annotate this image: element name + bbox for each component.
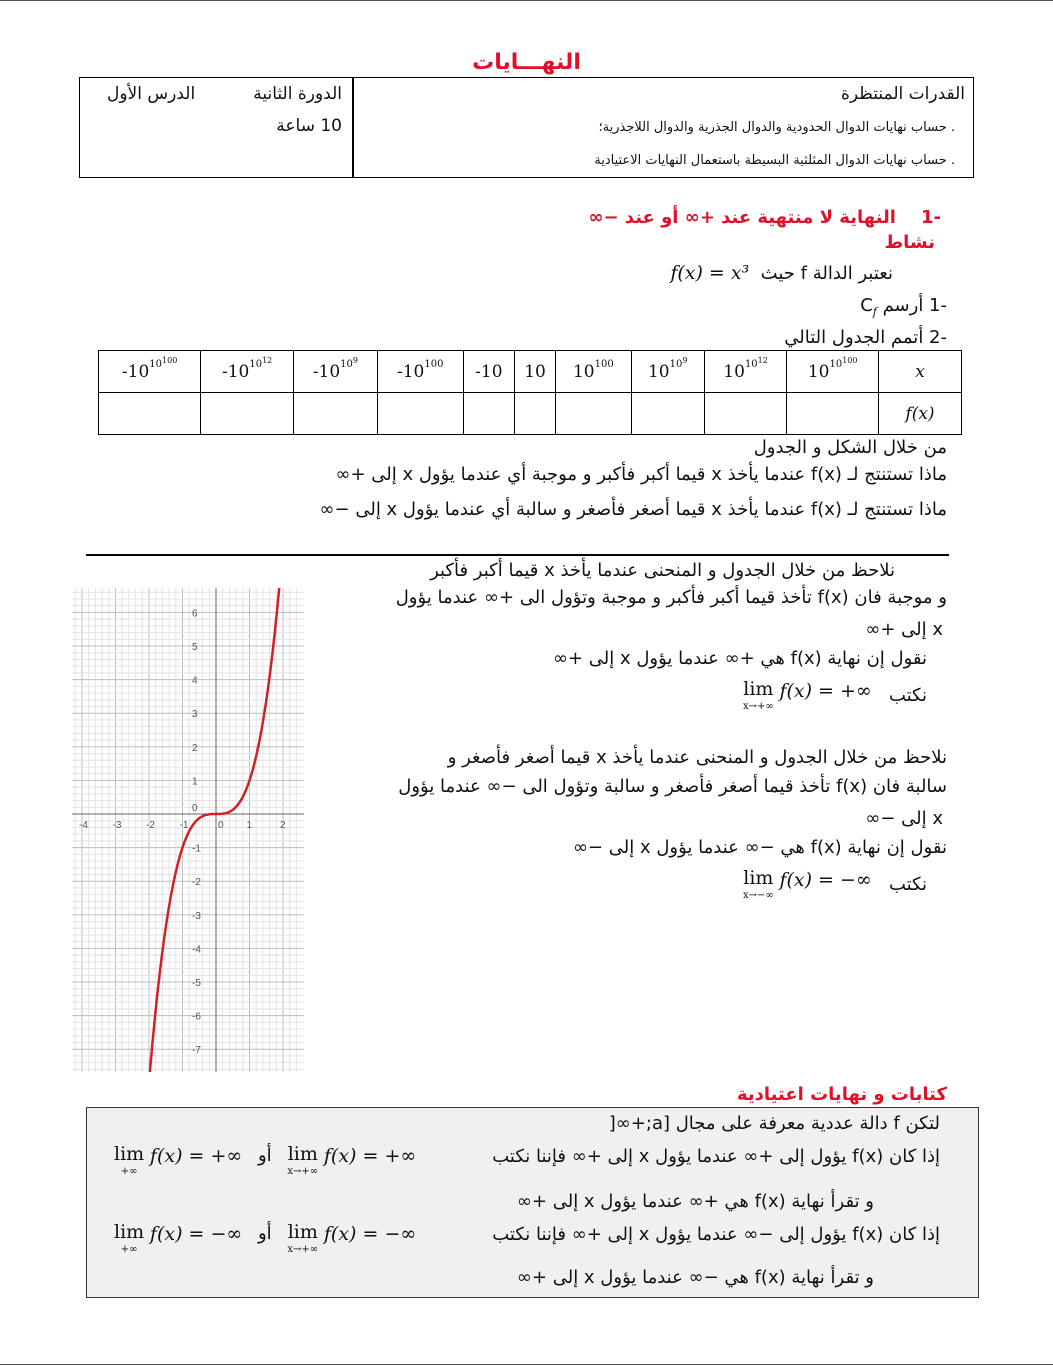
- y-tick-label: -7: [192, 1045, 201, 1057]
- x-tick-label: -4: [79, 820, 88, 831]
- def-line-4: إذا كان f(x) يؤول إلى −∞ عندما يؤول x إلى +∞ فإننا نكتب: [492, 1224, 940, 1245]
- obs-plus-write: نكتب: [888, 685, 927, 706]
- fx-value-cell: [787, 393, 879, 435]
- section1-number: -1: [920, 207, 941, 228]
- lim-expression: f(x) = −∞: [149, 1223, 243, 1245]
- x-value-cell: $-10^{10^{100}}$: [99, 351, 201, 393]
- obs-minus-write: نكتب: [888, 874, 927, 895]
- lim-expression: f(x) = +∞: [323, 1145, 417, 1167]
- top-border: [0, 0, 1053, 1]
- obs-minus-limit: [743, 869, 927, 901]
- y-tick-label: -2: [192, 877, 201, 889]
- lim-expression: f(x) = −∞: [323, 1223, 417, 1245]
- lim-word: lim: [114, 1143, 145, 1165]
- obs-minus-line-1: نلاحظ من خلال الجدول و المنحنى عندما يأخذ x قيما أصغر فأصغر و: [447, 747, 947, 768]
- question-plus-infinity: ماذا تستنتج لـ f(x) عندما يأخذ x قيما أكبر فأكبر و موجبة أي عندما يؤول x إلى +∞: [335, 464, 947, 485]
- function-expression: f(x) = x³: [670, 262, 750, 284]
- question-1-subscript: f: [872, 305, 877, 319]
- or-word: أو: [257, 1145, 272, 1166]
- definitions-box: [86, 1107, 979, 1298]
- lim-subscript: x→+∞: [287, 1244, 319, 1255]
- header-divider: [352, 78, 354, 177]
- x-value-cell: $10^{10^{12}}$: [704, 351, 786, 393]
- obs-plus-line-2: و موجبة فان f(x) تأخذ قيما أكبر فأكبر و موجبة وتؤول الى +∞ عندما يؤول: [395, 587, 947, 608]
- section1-title: النهاية لا منتهية عند +∞ أو عند −∞: [588, 207, 896, 228]
- lim-subscript: +∞: [120, 1166, 138, 1177]
- lim-expression: f(x) = −∞: [779, 869, 872, 891]
- skill-1: . حساب نهايات الدوال الحدودية والدوال الجذرية والدوال اللاجذرية؛: [598, 120, 955, 135]
- duration-label: 10 ساعة: [276, 116, 342, 136]
- x-value-cell: $-10^{100}$: [377, 351, 463, 393]
- fx-value-cell: [631, 393, 704, 435]
- x-value-cell: $10^{100}$: [556, 351, 632, 393]
- section1-heading: [588, 207, 941, 228]
- consider-text: نعتبر الدالة f حيث: [760, 263, 893, 284]
- y-tick-label: 2: [192, 742, 198, 754]
- obs-minus-line-3: x إلى −∞: [865, 808, 943, 829]
- obs-plus-line-1: نلاحظ من خلال الجدول و المنحنى عندما يأخذ x قيما أكبر فأكبر: [430, 560, 895, 581]
- lim-expression: f(x) = +∞: [779, 680, 872, 702]
- y-tick-label: 1: [192, 776, 198, 788]
- x-tick-label: -3: [112, 820, 122, 831]
- fx-value-cell: [556, 393, 632, 435]
- table-row-x: [99, 351, 962, 393]
- section-divider: [86, 554, 949, 556]
- obs-minus-line-2: سالبة فان f(x) تأخذ قيما أصغر فأصغر و سالبة وتؤول الى −∞ عندما يؤول: [398, 776, 947, 797]
- fx-value-cell: [99, 393, 201, 435]
- obs-plus-formula: [743, 680, 872, 712]
- y-tick-label: 6: [192, 608, 198, 620]
- cubic-graph: [72, 588, 304, 1072]
- def-line-1: لتكن f دالة عددية معرفة على مجال [a;+∞[: [608, 1113, 940, 1134]
- lim-word: lim: [287, 1221, 318, 1243]
- lim-word: lim: [743, 678, 774, 700]
- question-1-text: -1 أرسم C: [860, 295, 947, 316]
- fx-value-cell: [201, 393, 294, 435]
- obs-minus-formula: [743, 869, 872, 901]
- fx-value-cell: [704, 393, 786, 435]
- questions-intro: من خلال الشكل و الجدول: [753, 437, 947, 458]
- x-tick-label: 2: [280, 820, 286, 831]
- obs-plus-limit: [743, 680, 927, 712]
- fx-value-cell: [294, 393, 378, 435]
- fx-value-cell: [515, 393, 556, 435]
- section2-heading: كتابات و نهايات اعتيادية: [736, 1084, 947, 1105]
- def-line-2-formulas: [114, 1145, 416, 1177]
- y-tick-label: 5: [192, 642, 198, 653]
- fx-value-cell: [377, 393, 463, 435]
- def-line-2: إذا كان f(x) يؤول إلى +∞ عندما يؤول x إلى +∞ فإننا نكتب: [492, 1146, 940, 1167]
- lim-word: lim: [114, 1221, 145, 1243]
- lim-operator: [743, 680, 774, 712]
- x-value-cell: $10^{10^{100}}$: [787, 351, 879, 393]
- lim-operator: [114, 1145, 144, 1177]
- obs-minus-line-4: نقول إن نهاية f(x) هي −∞ عندما يؤول x إلى −∞: [572, 837, 947, 858]
- obs-plus-line-4: نقول إن نهاية f(x) هي +∞ عندما يؤول x إلى +∞: [552, 648, 927, 669]
- y-tick-label: -6: [192, 1011, 201, 1023]
- term-label: الدورة الثانية: [253, 84, 342, 104]
- x-value-cell: 10: [515, 351, 556, 393]
- lim-word: lim: [743, 867, 774, 889]
- def-line-5: و تقرأ نهاية f(x) هي −∞ عندما يؤول x إلى +∞: [516, 1267, 874, 1288]
- lim-subscript: x→−∞: [742, 890, 774, 901]
- y-tick-label: -4: [192, 944, 201, 956]
- lim-operator: [287, 1145, 318, 1177]
- x-tick-label: -2: [146, 820, 155, 831]
- x-value-cell: $10^{10^9}$: [631, 351, 704, 393]
- y-tick-label: 3: [192, 709, 198, 721]
- x-tick-label: 0: [218, 820, 224, 831]
- lim-word: lim: [287, 1143, 318, 1165]
- x-tick-label: -1: [179, 820, 189, 831]
- y-tick-label: -5: [192, 978, 201, 989]
- header-box: [79, 77, 974, 178]
- x-tick-label: 1: [246, 820, 253, 831]
- obs-plus-line-3: x إلى +∞: [865, 619, 943, 640]
- bottom-border: [0, 1364, 1053, 1365]
- lim-operator: [743, 869, 774, 901]
- skills-title: القدرات المنتظرة: [841, 84, 965, 104]
- def-line-4-formulas: [114, 1223, 416, 1255]
- lesson-label: الدرس الأول: [107, 84, 196, 104]
- x-value-cell: -10: [463, 351, 514, 393]
- question-2: -2 أتمم الجدول التالي: [784, 327, 947, 348]
- question-1: [860, 295, 947, 319]
- lim-operator: [287, 1223, 318, 1255]
- or-word: أو: [257, 1223, 272, 1244]
- y-tick-label: -1: [192, 843, 201, 855]
- page-title: النهـــايات: [472, 50, 581, 75]
- lim-subscript: x→+∞: [742, 701, 774, 712]
- y-tick-label: 4: [192, 675, 198, 687]
- values-table: [98, 350, 962, 435]
- activity-label: نشاط: [884, 232, 935, 253]
- lim-expression: f(x) = +∞: [149, 1145, 243, 1167]
- consider-line: [670, 262, 893, 284]
- x-value-cell: $-10^{10^{12}}$: [201, 351, 294, 393]
- y-tick-label: -3: [192, 910, 201, 922]
- row-label-fx: f(x): [879, 393, 962, 435]
- lim-subscript: x→+∞: [287, 1166, 319, 1177]
- graph-x-ticks: [79, 820, 286, 831]
- y-tick-label: 0: [192, 803, 198, 814]
- skill-2: . حساب نهايات الدوال المثلثية البسيطة باستعمال النهايات الاعتيادية: [594, 153, 955, 168]
- table-row-fx: [99, 393, 962, 435]
- fx-value-cell: [463, 393, 514, 435]
- lim-subscript: +∞: [120, 1244, 138, 1255]
- x-value-cell: $-10^{10^9}$: [294, 351, 378, 393]
- def-line-3: و تقرأ نهاية f(x) هي +∞ عندما يؤول x إلى +∞: [516, 1191, 874, 1212]
- question-minus-infinity: ماذا تستنتج لـ f(x) عندما يأخذ x قيما أصغر فأصغر و سالبة أي عندما يؤول x إلى −∞: [319, 499, 947, 520]
- lim-operator: [114, 1223, 144, 1255]
- row-label-x: x: [879, 351, 962, 393]
